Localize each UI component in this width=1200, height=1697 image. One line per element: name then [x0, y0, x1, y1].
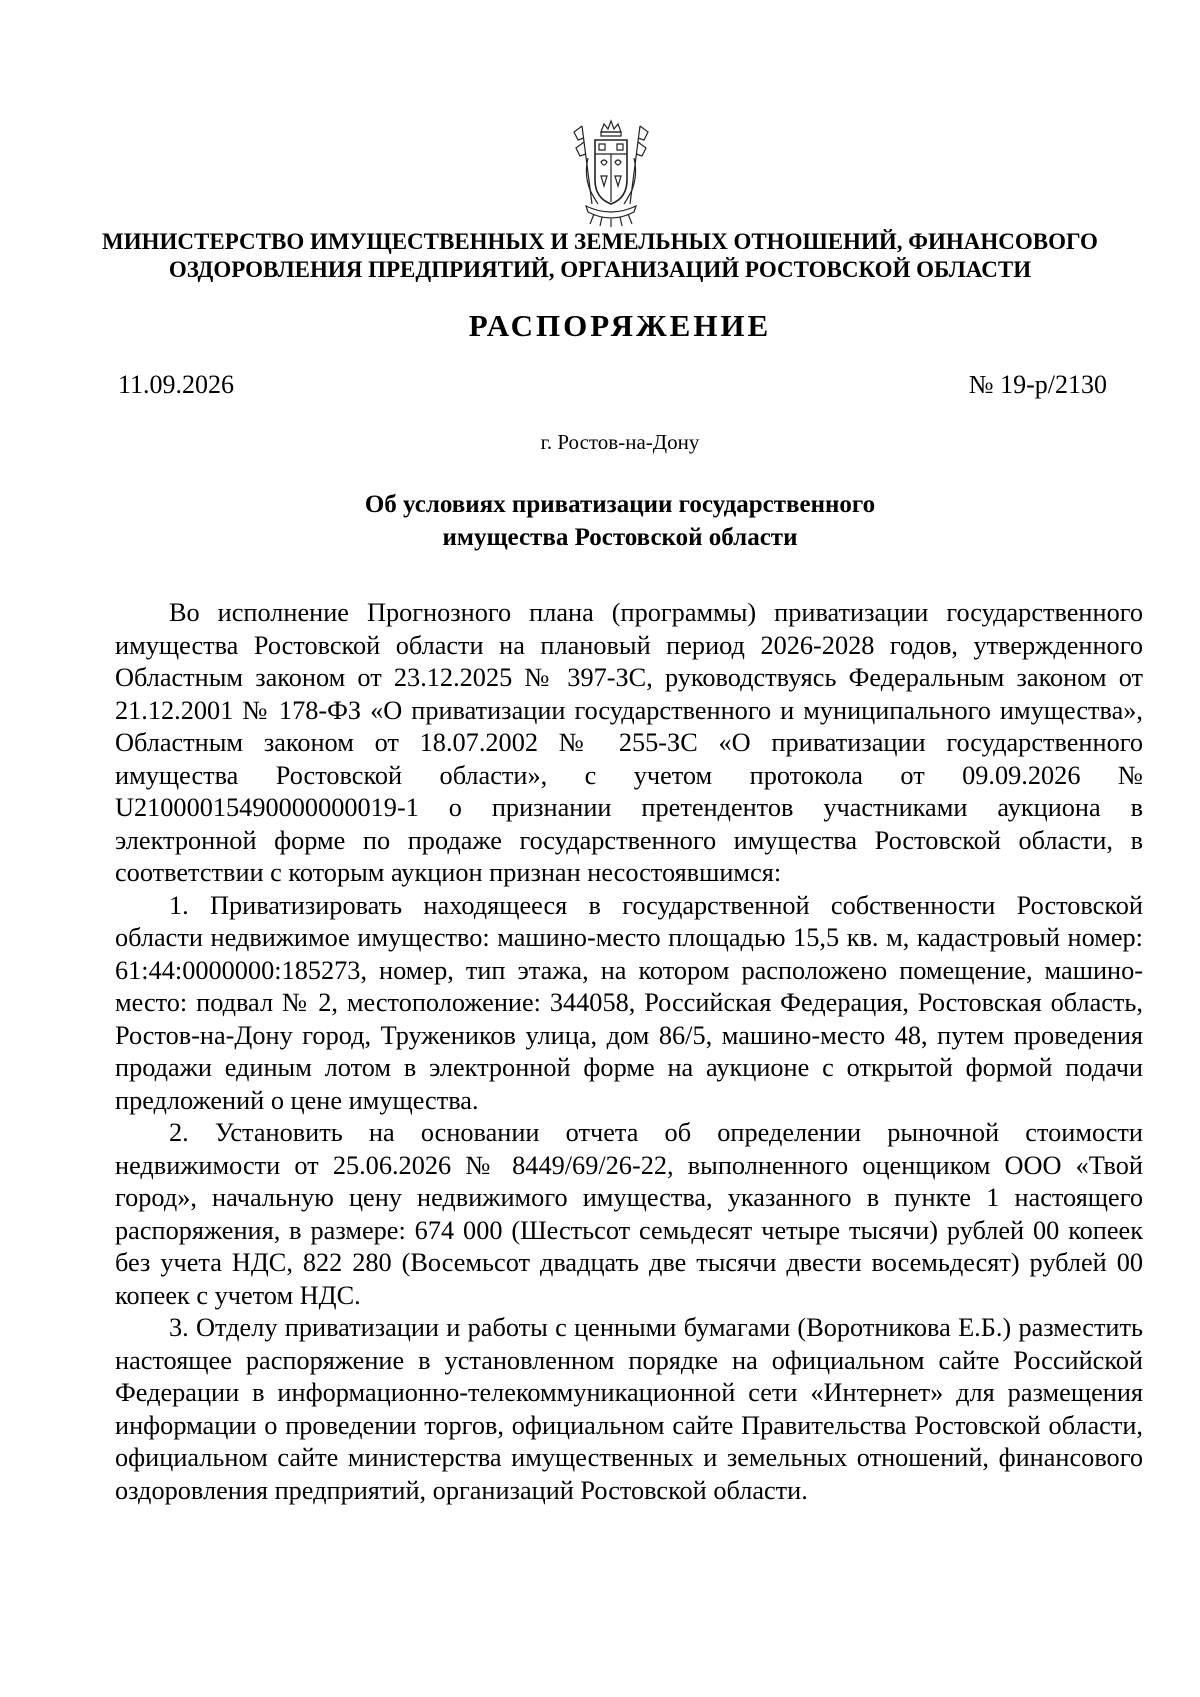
paragraph-item-3: 3. Отделу приватизации и работы с ценными бумагами (Воротникова Е.Б.) разместить настоящее распоряжение в установленном порядке на официальном сайте Российской Федерации в информационно-телекоммуникационной сети «Интернет» для размещения информации о проведении торгов, официальном сайте Правительства Ростовской области, официальном сайте министерства имущественных и земельных отношений, финансового оздоровления предприятий, организаций Ростовской области. — [115, 1313, 1143, 1505]
document-date: 11.09.2026 — [118, 370, 235, 399]
document-city: г. Ростов-на-Дону — [540, 430, 700, 454]
ministry-name — [60, 228, 1140, 284]
paragraph-item-2: 2. Установить на основании отчета об определении рыночной стоимости недвижимости от 25.06.2026 № 8449/69/26-22, выполненного оценщиком ООО «Твой город», начальную цену недвижимого имущества, указанного в пункте 1 настоящего распоряжения, в размере: 674 000 (Шестьсот семьдесят четыре тысячи) рублей 00 копеек без учета НДС, 822 280 (Восемьсот двадцать две тысячи двести восемьдесят) рублей 00 копеек с учетом НДС. — [115, 1118, 1143, 1310]
subject-line-2: имущества Ростовской области — [442, 524, 798, 551]
document-number: № 19-р/2130 — [968, 370, 1107, 399]
ministry-name-line-2: ОЗДОРОВЛЕНИЯ ПРЕДПРИЯТИЙ, ОРГАНИЗАЦИЙ РОСТОВСКОЙ ОБЛАСТИ — [168, 257, 1032, 282]
paragraph-preamble: Во исполнение Прогнозного плана (программы) приватизации государственного имущества Ростовской области на плановый период 2026-2028 годов, утвержденного Областным законом от 23.12.2025 № 397-ЗС, руководствуясь Федеральным законом от 21.12.2001 № 178-ФЗ «О приватизации государственного и муниципального имущества», Областным законом от 18.07.2002 № 255-ЗС «О приватизации государственного имущества Ростовской области», с учетом протокола от 09.09.2026 № U21000015490000000019-1 о признании претендентов участниками аукциона в электронной форме по продаже государственного имущества Ростовской области, в соответствии с которым аукцион признан несостоявшимся: — [115, 598, 1143, 887]
paragraph-item-1: 1. Приватизировать находящееся в государственной собственности Ростовской области недвижимое имущество: машино-место площадью 15,5 кв. м, кадастровый номер: 61:44:0000000:185273, номер, тип этажа, на котором расположено помещение, машино-место: подвал № 2, местоположение: 344058, Российская Федерация, Ростовская область, Ростов-на-Дону город, Тружеников улица, дом 86/5, машино-место 48, путем проведения продажи единым лотом в электронной форме на аукционе с открытой формой подачи предложений о цене имущества. — [115, 890, 1143, 1115]
document-subject — [60, 488, 1180, 554]
ministry-name-line-1: МИНИСТЕРСТВО ИМУЩЕСТВЕННЫХ И ЗЕМЕЛЬНЫХ ОТНОШЕНИЙ, ФИНАНСОВОГО — [102, 229, 1098, 254]
subject-line-1: Об условиях приватизации государственного — [364, 491, 876, 518]
coat-of-arms-icon — [568, 118, 654, 228]
document-type-title: РАСПОРЯЖЕНИЕ — [468, 308, 772, 343]
document-body — [115, 597, 1143, 1507]
